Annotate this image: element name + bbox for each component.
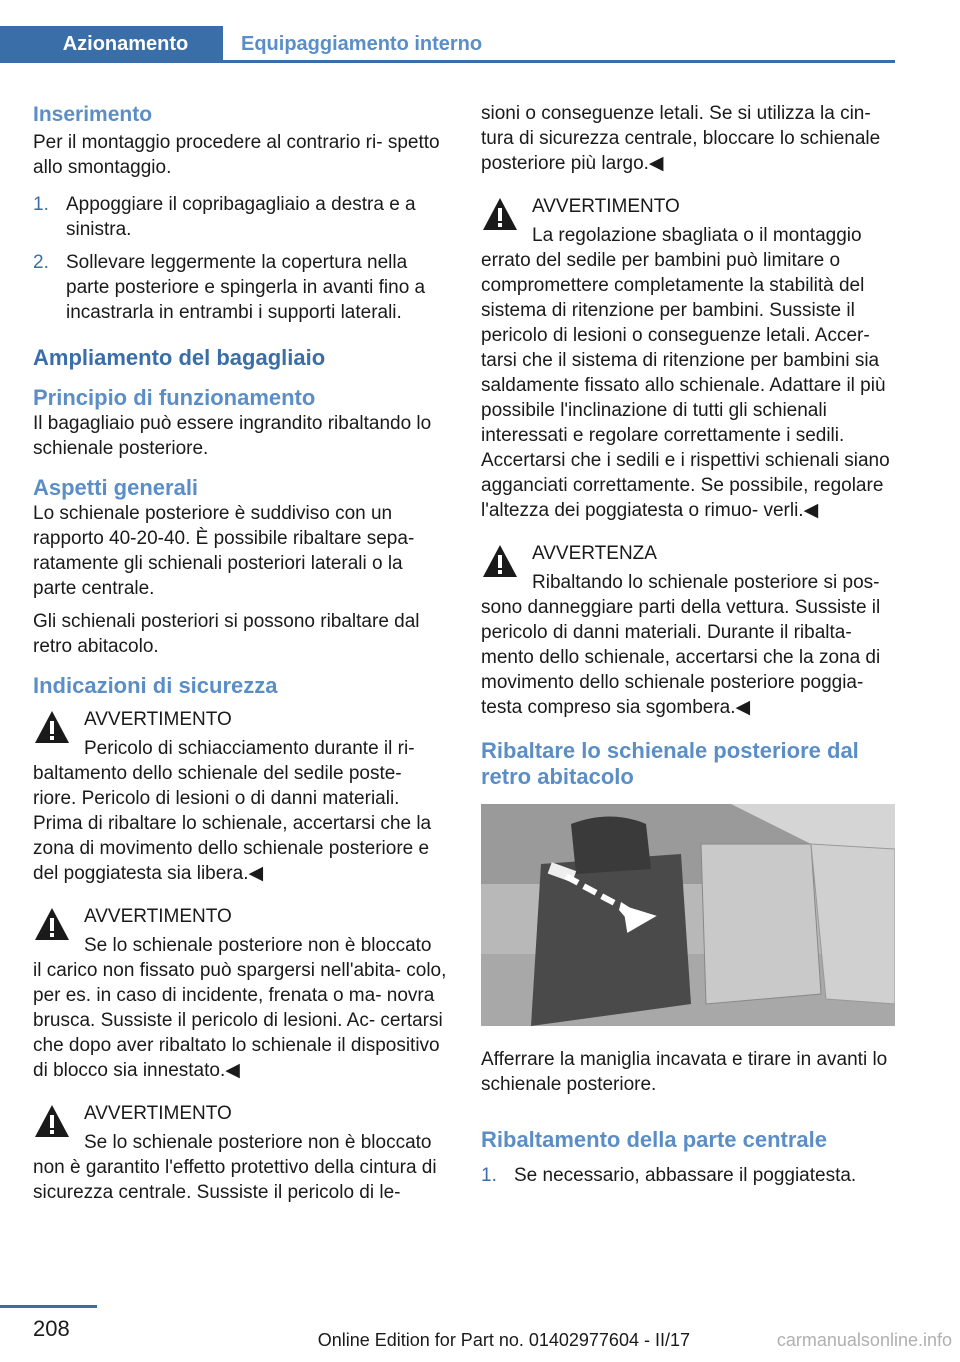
warning-triangle-icon (481, 542, 519, 580)
step-number: 2. (33, 252, 49, 273)
tab-azionamento[interactable]: Azionamento (0, 26, 223, 62)
warning-block (33, 904, 448, 1083)
warning-text-first: Se lo schienale posteriore non è bloccato (84, 1132, 432, 1153)
list-item (33, 192, 448, 242)
left-column (33, 100, 448, 1213)
watermark: carmanualsonline.info (776, 1330, 952, 1350)
warning-triangle-icon (33, 905, 71, 943)
step-number: 1. (33, 194, 49, 215)
warning-text: sono danneggiare parti della vettura. Sussiste il pericolo di danni materiali. Durante il ribalta- mento dello schienale, accertarsi che la zona di movimento dello schienale posteriore poggia- testa compreso sia sgombera.◀ (481, 597, 881, 718)
page-number: 208 (33, 1316, 70, 1341)
paragraph-continued: sioni o conseguenze letali. Se si utilizza la cin- tura di sicurezza centrale, bloccare lo schienale posteriore più largo.◀ (481, 103, 881, 174)
warning-text: non è garantito l'effetto protettivo della cintura di sicurezza centrale. Sussiste il pericolo di le- (33, 1157, 437, 1203)
warning-triangle-icon (33, 1102, 71, 1140)
warning-text-first: La regolazione sbagliata o il montaggio (532, 225, 862, 246)
rear-seat-photo (481, 804, 895, 1026)
warning-text-first: Se lo schienale posteriore non è bloccato (84, 935, 432, 956)
warning-label: AVVERTIMENTO (84, 906, 232, 927)
warning-text: il carico non fissato può spargersi nell'abita- colo, per es. in caso di incidente, frenata o ma- novra brusca. Sussiste il pericolo di lesioni. Ac- certarsi che dopo aver ribaltato lo schienale il dispositivo di blocco sia innestato.◀ (33, 960, 447, 1081)
paragraph-aspetti-1: Lo schienale posteriore è suddiviso con un rapporto 40-20-40. È possibile ribaltare sepa- ratamente gli schienali posteriori laterali o la parte centrale. (33, 503, 415, 599)
heading-indicazioni: Indicazioni di sicurezza (33, 673, 278, 698)
warning-label: AVVERTIMENTO (532, 196, 680, 217)
photo-caption: Afferrare la maniglia incavata e tirare in avanti lo schienale posteriore. (481, 1049, 888, 1095)
list-item (33, 250, 448, 325)
paragraph-inserimento: Per il montaggio procedere al contrario ri- spetto allo smontaggio. (33, 132, 440, 178)
steps-list (33, 192, 448, 325)
step-text: Se necessario, abbassare il poggiatesta. (514, 1165, 857, 1186)
heading-principio: Principio di funzionamento (33, 385, 316, 410)
warning-triangle-icon (481, 195, 519, 233)
step-number: 1. (481, 1165, 497, 1186)
heading-aspetti: Aspetti generali (33, 475, 199, 500)
paragraph-aspetti-2: Gli schienali posteriori si possono ribaltare dal retro abitacolo. (33, 611, 420, 657)
edition-info: Online Edition for Part no. 01402977604 - II/17 (317, 1330, 690, 1350)
footer-divider (0, 1305, 97, 1308)
header-bar (0, 0, 895, 64)
list-item (481, 1163, 896, 1188)
centrale-steps-list (481, 1163, 896, 1188)
heading-ribaltare: Ribaltare lo schienale posteriore dal retro abitacolo (481, 738, 859, 789)
step-text: Sollevare leggermente la copertura nella parte posteriore e spingerla in avanti fino a incastrarla in entrambi i supporti laterali. (66, 252, 426, 323)
tab-equipaggiamento-interno[interactable]: Equipaggiamento interno (241, 32, 483, 55)
warning-text-first: Pericolo di schiacciamento durante il ri- (84, 738, 415, 759)
warning-text-first: Ribaltando lo schienale posteriore si pos- (532, 572, 880, 593)
warning-text: baltamento dello schienale del sedile poste- riore. Pericolo di lesioni o di danni materiali. Prima di ribaltare lo schienale, accertarsi che la zona di movimento dello schienale posteriore e del poggiatesta sia libera.◀ (33, 763, 432, 884)
paragraph-principio: Il bagagliaio può essere ingrandito ribaltando lo schienale posteriore. (33, 413, 432, 459)
heading-centrale: Ribaltamento della parte centrale (481, 1127, 827, 1152)
warning-text: errato del sedile per bambini può limitare o compromettere completamente la stabilità del sistema di ritenzione per bambini. Sussiste il pericolo di lesioni o conseguenze letali. Accer- tarsi che il sistema di ritenzione per bambini sia saldamente fissato allo schienale. Adattare il più possibile l'inclinazione di tutti gli schienali interessati e regolare correttamente i sedili. Accertarsi che i sedili e i rispettivi schienali siano agganciati correttamente. Se possibile, regolare l'altezza dei poggiatesta o rimuo- verli.◀ (481, 250, 890, 521)
warning-block (33, 707, 448, 886)
warning-block (481, 194, 896, 523)
warning-triangle-icon (33, 708, 71, 746)
warning-label: AVVERTENZA (532, 543, 657, 564)
heading-ampliamento: Ampliamento del bagagliaio (33, 345, 326, 370)
warning-block (33, 1101, 448, 1205)
right-column (481, 101, 896, 1196)
header-divider (0, 60, 895, 63)
warning-label: AVVERTIMENTO (84, 709, 232, 730)
warning-block (481, 541, 896, 720)
step-text: Appoggiare il copribagagliaio a destra e a sinistra. (66, 194, 416, 240)
heading-inserimento: Inserimento (33, 103, 153, 126)
warning-label: AVVERTIMENTO (84, 1103, 232, 1124)
